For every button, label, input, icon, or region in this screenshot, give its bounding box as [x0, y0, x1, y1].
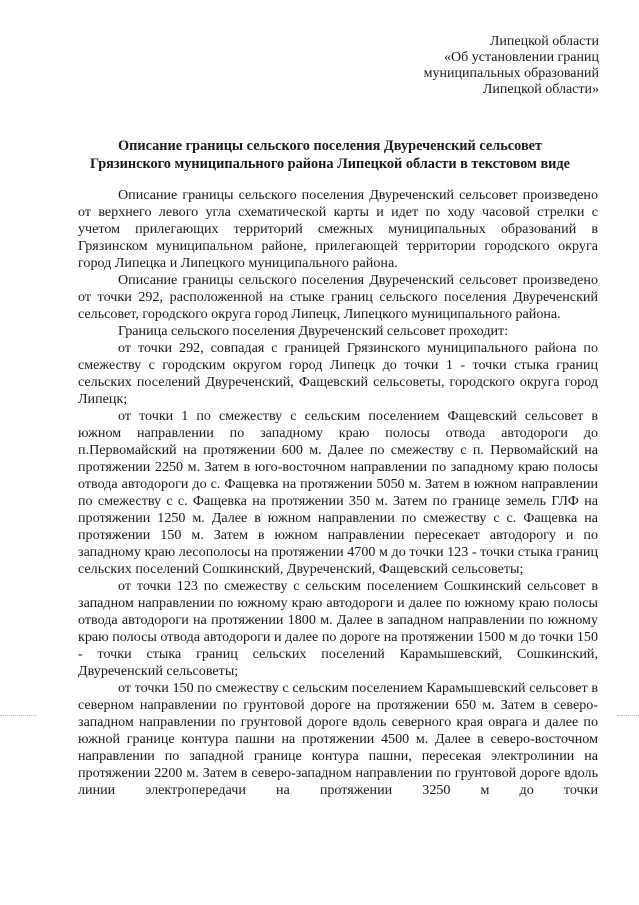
- header-block: [339, 34, 599, 98]
- paragraph: от точки 1 по смежеству с сельским поселением Фащевский сельсовет в южном направлении по западному краю полосы отвода автодороги до п.Первомайский на протяжении 600 м. Далее по смежеству с п. Первомайский на протяжении 2250 м. Затем в юго-восточном направлении по западному краю полосы отвода автодороги до с. Фащевка на протяжении 5050 м. Затем в южном направлении по смежеству с с. Фащевка на протяжении 350 м. Затем по границе земель ГЛФ на протяжении 1250 м. Далее в южном направлении по смежеству с с. Фащевка на протяжении 150 м. Затем в южном направлении пересекает автодорогу и по западному краю лесополосы на протяжении 4700 м до точки 123 - точки стыка границ сельских поселений Сошкинский, Двуреченский, Фащевский сельсоветы;: [78, 408, 598, 577]
- title-line: Описание границы сельского поселения Двуреченский сельсовет: [117, 138, 543, 154]
- paragraph: Граница сельского поселения Двуреченский сельсовет проходит:: [118, 323, 509, 339]
- document-body: [78, 187, 598, 799]
- paragraph: от точки 292, совпадая с границей Грязинского муниципального района по смежеству с городским округом город Липецк до точки 1 - точки стыка границ сельских поселений Двуреченский, Фащевский сельсоветы, городского округа город Липецк;: [78, 340, 598, 407]
- header-line: муниципальных образований: [423, 66, 599, 81]
- paragraph: от точки 123 по смежеству с сельским поселением Сошкинский сельсовет в западном направлении по южному краю автодороги и далее по южному краю полосы отвода автодороги на протяжении 1800 м. Далее в западном направлении по южному краю полосы отвода автодороги и далее по дороге на протяжении 1500 м до точки 150 - точки стыка границ сельских поселений Карамышевский, Сошкинский, Двуреченский сельсоветы;: [78, 578, 598, 679]
- title-line: Грязинского муниципального района Липецкой области в текстовом виде: [90, 156, 570, 172]
- header-line: Липецкой области: [489, 34, 599, 49]
- header-line: Липецкой области»: [482, 82, 599, 97]
- paragraph: Описание границы сельского поселения Двуреченский сельсовет произведено от верхнего левого угла схематической карты и идет по ходу часовой стрелки с учетом прилегающих территорий смежных муниципальных образований в Грязинском муниципальном районе, прилегающей территории городского округа город Липецка и Липецкого муниципального района.: [78, 187, 598, 271]
- paragraph: Описание границы сельского поселения Двуреченский сельсовет произведено от точки 292, расположенной на стыке границ сельского поселения Двуреченский сельсовет, городского округа город Липецк, Липецкого муниципального района.: [78, 272, 598, 322]
- header-line: «Об установлении границ: [444, 50, 599, 65]
- document-title: [60, 137, 600, 173]
- scan-edge-mark-right: [617, 715, 639, 717]
- paragraph: от точки 150 по смежеству с сельским поселением Карамышевский сельсовет в северном направлении по грунтовой дороге на протяжении 650 м. Затем в северо-западном направлении по грунтовой дороге вдоль северного края оврага и далее по южной границе контура пашни на протяжении 4500 м. Далее в северо-восточном направлении по западной границе контура пашни, пересекая электролинии на протяжении 2200 м. Затем в северо-западном направлении по грунтовой дороге вдоль линии электропередачи на протяжении 3250 м до точки: [78, 680, 598, 798]
- scan-edge-mark-left: [0, 715, 36, 717]
